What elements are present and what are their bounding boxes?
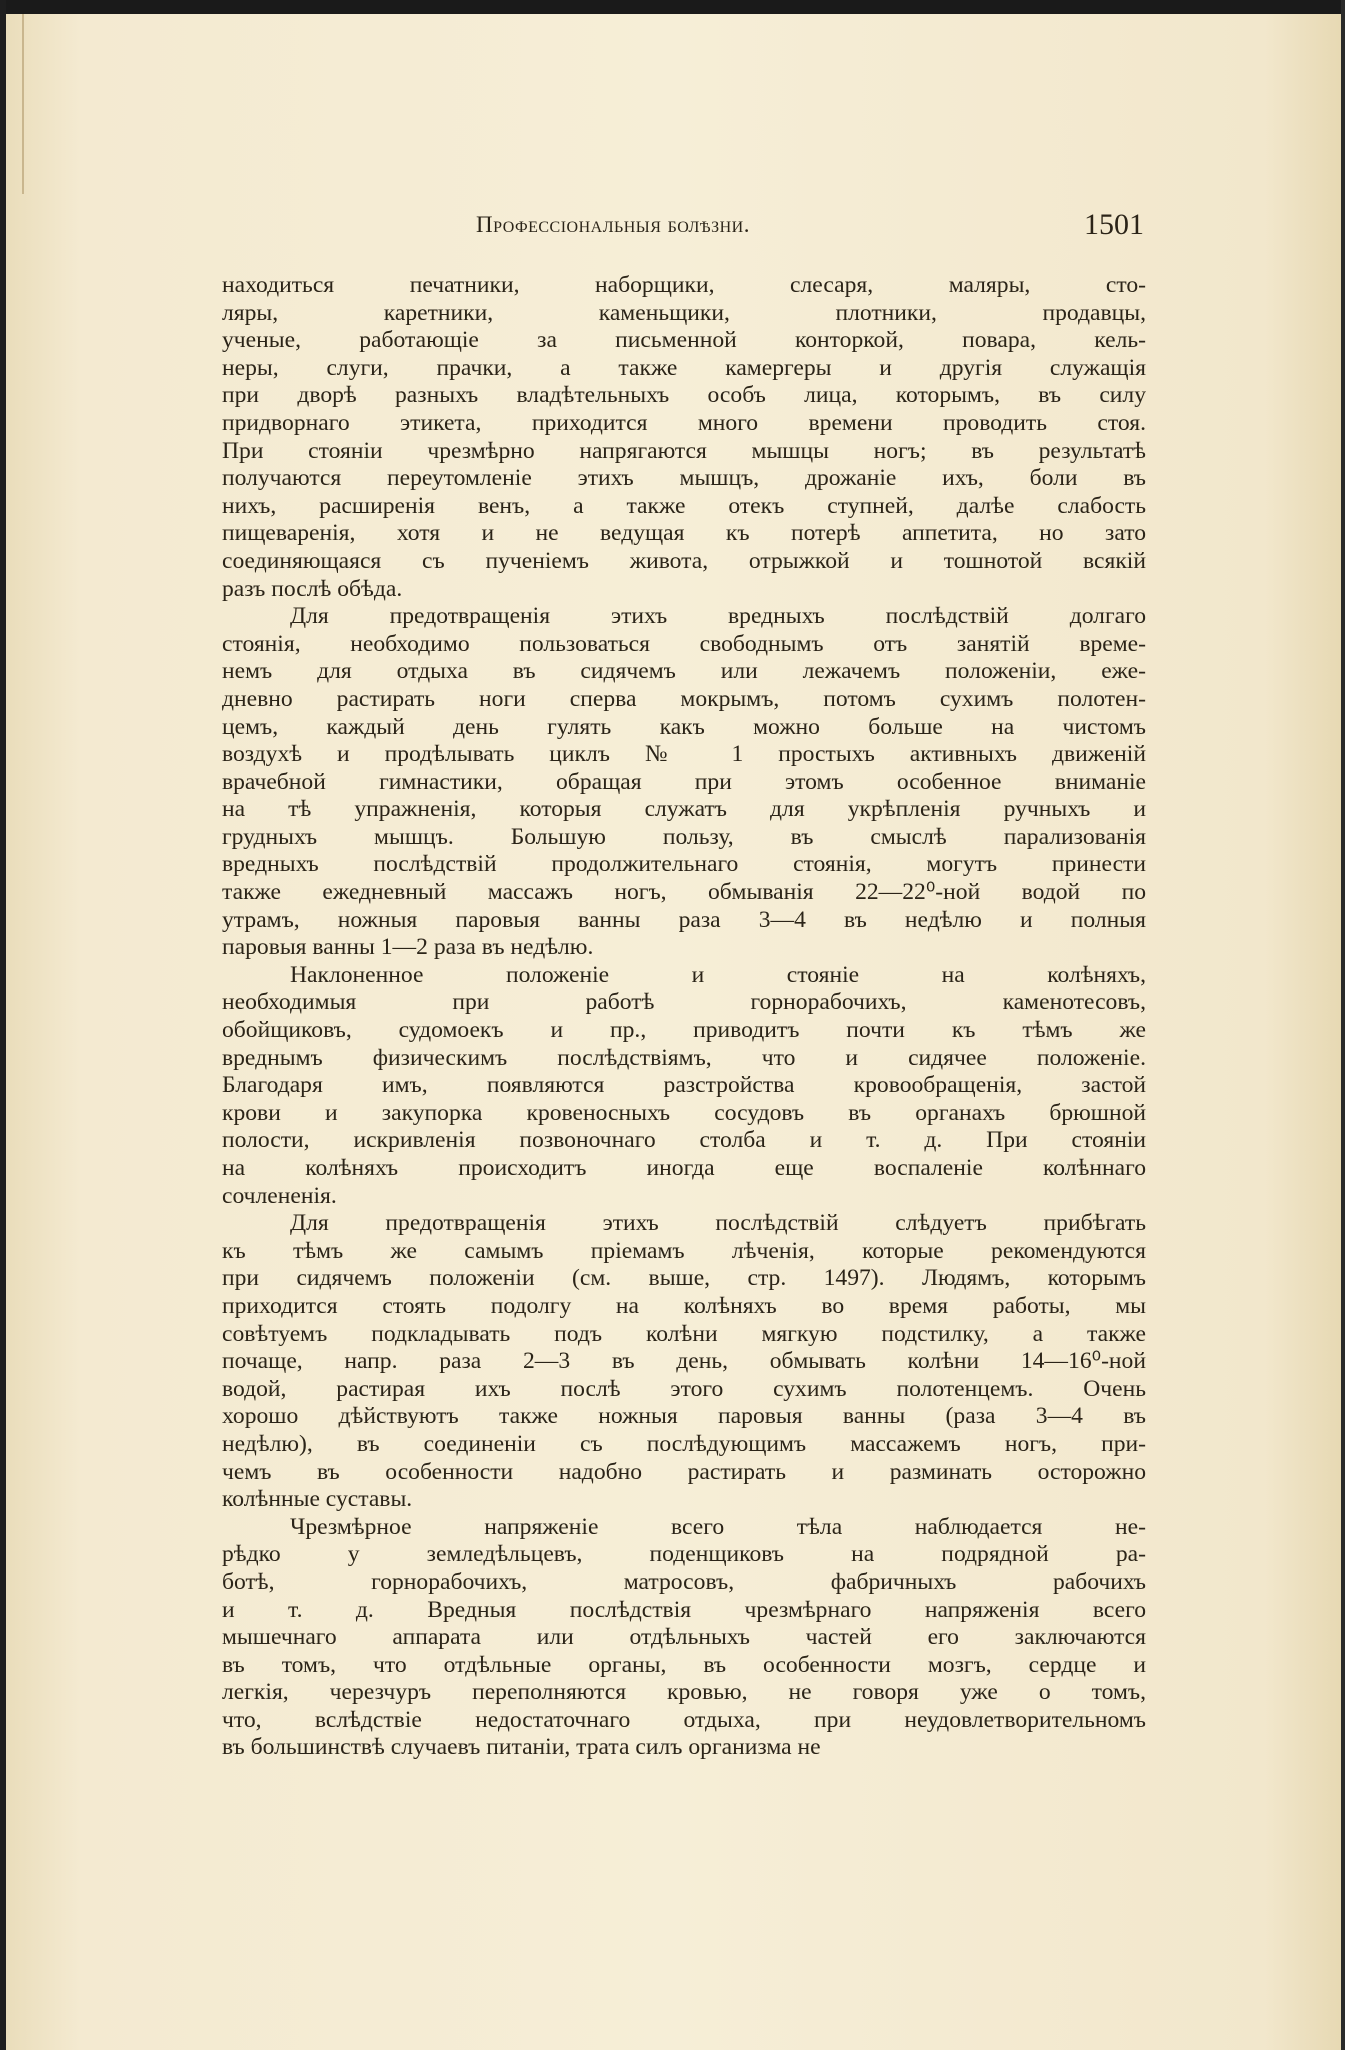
text-line: также ежедневный массажъ ногъ, обмыванія 22—22⁰-ной водой по	[222, 879, 1146, 906]
paragraph	[222, 603, 1146, 962]
text-line: сочлененія.	[222, 1182, 337, 1209]
text-line: разъ послѣ обѣда.	[222, 575, 403, 602]
text-line: Для предотвращенія этихъ вредныхъ послѣдствій долгаго	[290, 603, 1146, 630]
text-line: получаются переутомленіе этихъ мышцъ, дрожаніе ихъ, боли въ	[222, 465, 1146, 492]
text-line: при сидячемъ положеніи (см. выше, стр. 1497). Людямъ, которымъ	[222, 1265, 1146, 1292]
text-line: ботѣ, горнорабочихъ, матросовъ, фабричныхъ рабочихъ	[222, 1568, 1146, 1595]
scan-left-edge	[0, 0, 6, 2050]
text-line: хорошо дѣйствуютъ также ножныя паровыя ванны (раза 3—4 въ	[222, 1403, 1146, 1430]
text-line: вреднымъ физическимъ послѣдствіямъ, что и сидячее положеніе.	[222, 1044, 1146, 1071]
text-line: чемъ въ особенности надобно растирать и разминать осторожно	[222, 1458, 1146, 1485]
text-line: полости, искривленія позвоночнаго столба и т. д. При стояніи	[222, 1127, 1146, 1154]
text-line: въ томъ, что отдѣльные органы, въ особенности мозгъ, сердце и	[222, 1651, 1146, 1678]
page-fold-line	[22, 14, 24, 194]
text-line: утрамъ, ножныя паровыя ванны раза 3—4 въ недѣлю и полныя	[222, 906, 1146, 933]
text-line: легкія, черезчуръ переполняются кровью, не говоря уже о томъ,	[222, 1679, 1146, 1706]
text-line: ляры, каретники, каменьщики, плотники, продавцы,	[222, 299, 1146, 326]
text-line: ученые, работающіе за письменной конторкой, повара, кель-	[222, 327, 1146, 354]
text-line: совѣтуемъ подкладывать подъ колѣни мягкую подстилку, а также	[222, 1320, 1146, 1347]
text-line: въ большинствѣ случаевъ питаніи, трата силъ организма не	[222, 1734, 821, 1761]
text-line: и т. д. Вредныя послѣдствія чрезмѣрнаго напряженія всего	[222, 1596, 1146, 1623]
running-title: Профессіональныя болѣзни.	[476, 212, 750, 237]
text-line: пищеваренія, хотя и не ведущая къ потерѣ аппетита, но зато	[222, 520, 1146, 547]
text-line: соединяющаяся съ пученіемъ живота, отрыжкой и тошнотой всякій	[222, 547, 1146, 574]
text-line: мышечнаго аппарата или отдѣльныхъ частей его заключаются	[222, 1624, 1146, 1651]
text-line: что, вслѣдствіе недостаточнаго отдыха, при неудовлетворительномъ	[222, 1706, 1146, 1733]
text-line: стоянія, необходимо пользоваться свободнымъ отъ занятій време-	[222, 630, 1146, 657]
paragraph	[222, 1210, 1146, 1514]
text-line: паровыя ванны 1—2 раза въ недѣлю.	[222, 934, 594, 961]
text-line: Для предотвращенія этихъ послѣдствій слѣдуетъ прибѣгать	[290, 1210, 1146, 1237]
text-line: крови и закупорка кровеносныхъ сосудовъ въ органахъ брюшной	[222, 1099, 1146, 1126]
text-line: Благодаря имъ, появляются разстройства кровообращенія, застой	[222, 1072, 1146, 1099]
text-line: дневно растирать ноги сперва мокрымъ, потомъ сухимъ полотен-	[222, 685, 1146, 712]
text-line: колѣнные суставы.	[222, 1486, 413, 1513]
text-line: При стояніи чрезмѣрно напрягаются мышцы ногъ; въ результатѣ	[222, 437, 1146, 464]
scan-right-edge	[1341, 0, 1345, 2050]
text-line: немъ для отдыха въ сидячемъ или лежачемъ положеніи, еже-	[222, 658, 1146, 685]
page-header	[224, 208, 1144, 248]
text-line: нихъ, расширенія венъ, а также отекъ ступней, далѣе слабость	[222, 492, 1146, 519]
text-line: на колѣняхъ происходитъ иногда еще воспаленіе колѣннаго	[222, 1155, 1146, 1181]
text-line: воздухѣ и продѣлывать циклъ № 1 простыхъ активныхъ движеній	[222, 741, 1146, 768]
text-line: необходимыя при работѣ горнорабочихъ, каменотесовъ,	[222, 989, 1146, 1016]
text-line: неры, слуги, прачки, а также камергеры и другія служащія	[222, 354, 1146, 381]
page-number: 1501	[1084, 208, 1144, 241]
text-line: водой, растирая ихъ послѣ этого сухимъ полотенцемъ. Очень	[222, 1375, 1146, 1402]
text-line: грудныхъ мышцъ. Большую пользу, въ смыслѣ парализованія	[222, 823, 1146, 850]
paragraph	[222, 962, 1146, 1210]
text-line: къ тѣмъ же самымъ пріемамъ лѣченія, которые рекомендуются	[222, 1237, 1146, 1264]
text-line: на тѣ упражненія, которыя служатъ для укрѣпленія ручныхъ и	[222, 796, 1146, 823]
paragraph	[222, 1514, 1146, 1762]
text-line: Чрезмѣрное напряженіе всего тѣла наблюдается не-	[290, 1513, 1146, 1540]
text-line: Наклоненное положеніе и стояніе на колѣняхъ,	[290, 961, 1146, 988]
text-line: врачебной гимнастики, обращая при этомъ особенное вниманіе	[222, 768, 1146, 795]
text-line: придворнаго этикета, приходится много времени проводить стоя.	[222, 409, 1146, 436]
text-line: приходится стоять подолгу на колѣняхъ во время работы, мы	[222, 1292, 1146, 1319]
text-line: при дворѣ разныхъ владѣтельныхъ особъ лица, которымъ, въ силу	[222, 382, 1146, 409]
body-text	[222, 272, 1146, 1762]
paragraph	[222, 272, 1146, 603]
scan-top-edge	[0, 0, 1345, 14]
text-line: рѣдко у земледѣльцевъ, поденщиковъ на подрядной ра-	[222, 1541, 1146, 1568]
text-line: цемъ, каждый день гулять какъ можно больше на чистомъ	[222, 713, 1146, 740]
text-line: находиться печатники, наборщики, слесаря, маляры, сто-	[222, 272, 1146, 298]
text-line: почаще, напр. раза 2—3 въ день, обмывать колѣни 14—16⁰-ной	[222, 1348, 1146, 1375]
text-line: обойщиковъ, судомоекъ и пр., приводитъ почти къ тѣмъ же	[222, 1017, 1146, 1044]
text-line: вредныхъ послѣдствій продолжительнаго стоянія, могутъ принести	[222, 851, 1146, 878]
text-line: недѣлю), въ соединеніи съ послѣдующимъ массажемъ ногъ, при-	[222, 1430, 1146, 1457]
